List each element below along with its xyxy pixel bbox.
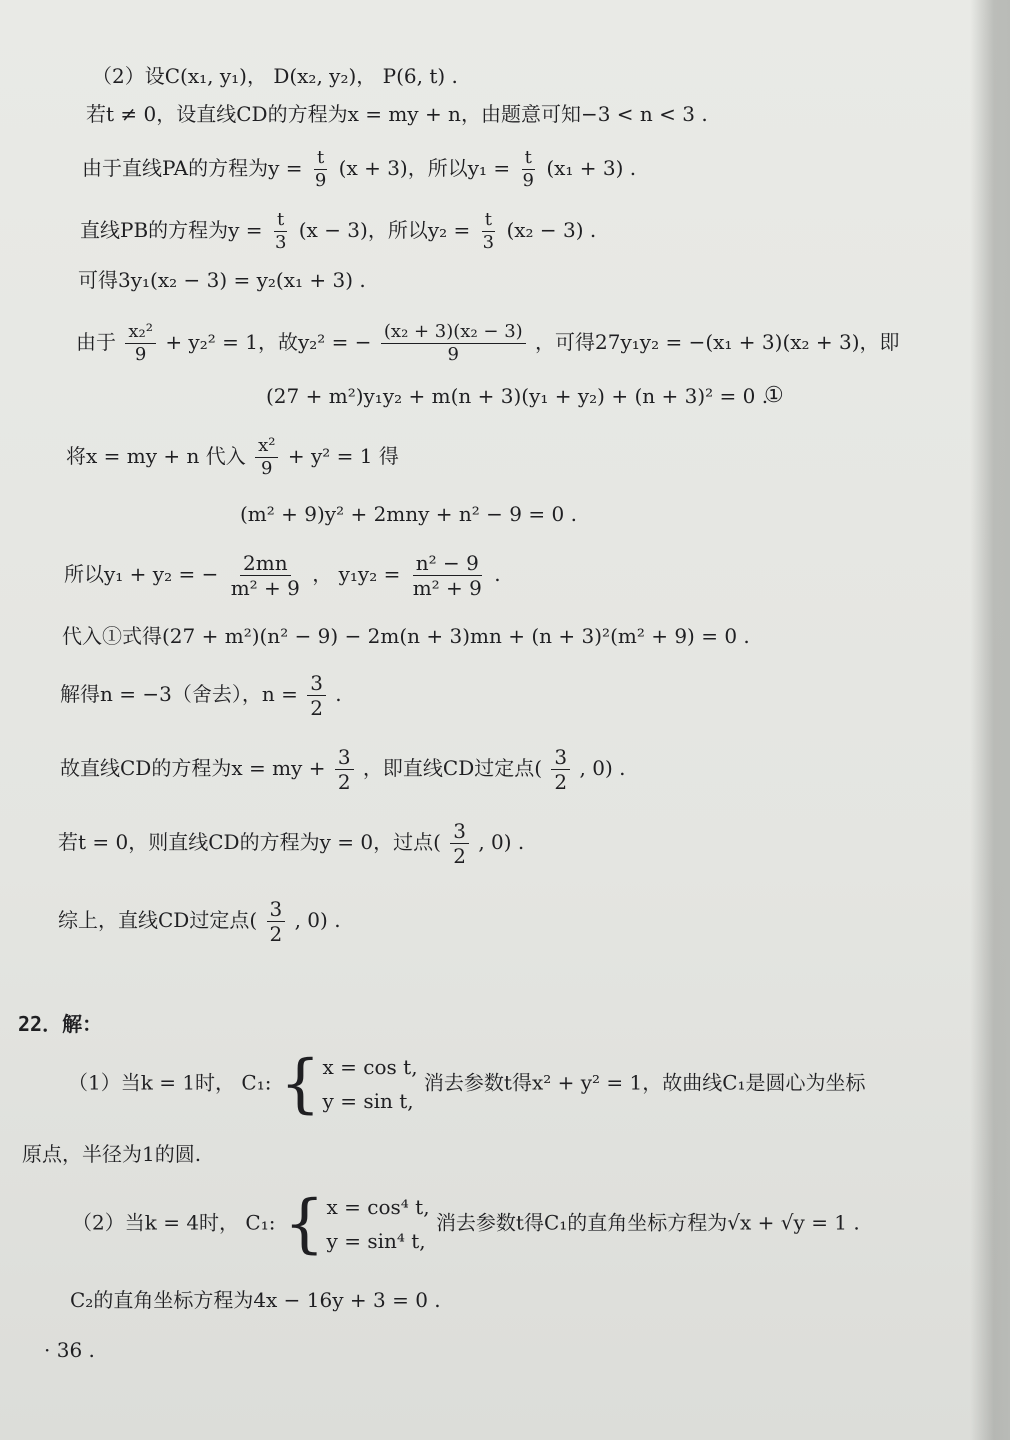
c2-rectangular-equation: C₂的直角坐标方程为4x − 16y + 3 = 0 . <box>70 1288 441 1312</box>
solve-for-n: 解得n = −3（舍去），n = $\frac{3}{2}$ . <box>60 671 342 720</box>
fraction-x2sq-over-9: $\frac{\text{x₂²}}{9}$ <box>125 322 156 365</box>
part1-k-equals-1: （1）当k = 1时， C₁: { x = cos t, y = sin t, 消去参数t得x² + y² = 1，故曲线C₁是圆心为坐标 <box>68 1047 866 1121</box>
fraction-nsq-minus-9: $\frac{\text{n² − 9}}{\text{m² + 9}}$ <box>412 551 482 600</box>
quadratic-in-y: (m² + 9)y² + 2mny + n² − 9 = 0 . <box>240 502 577 526</box>
line-pa-equation: 由于直线PA的方程为y = $\frac{t}{9}$ (x + 3)，所以y₁ = $\frac{t}{9}$ (x₁ + 3) . <box>82 147 637 191</box>
part2-k-equals-4: （2）当k = 4时， C₁: { x = cos⁴ t, y = sin⁴ t, 消去参数t得C₁的直角坐标方程为√x + √y = 1 . <box>72 1187 860 1261</box>
fraction-3-over-2: $\frac{3}{2}$ <box>551 746 570 793</box>
parametric-system-k1: { x = cos t, y = sin t, <box>279 1047 418 1121</box>
line-cd-assumption: 若t ≠ 0，设直线CD的方程为x = my + n，由题意可知−3 < n < 3 . <box>86 102 708 126</box>
equation-marker-1: ① <box>764 383 784 408</box>
fraction-t-over-9: $\frac{t}{9}$ <box>522 147 534 191</box>
fraction-t-over-9: $\frac{t}{9}$ <box>314 147 327 191</box>
fraction-3-over-2: $\frac{3}{2}$ <box>450 820 469 867</box>
parametric-system-k4: { x = cos⁴ t, y = sin⁴ t, <box>283 1187 430 1261</box>
circle-conclusion: 原点，半径为1的圆. <box>22 1142 202 1166</box>
case-t-zero: 若t = 0，则直线CD的方程为y = 0，过点( $\frac{3}{2}$ , 0) . <box>58 819 525 868</box>
fraction-3-over-2: $\frac{3}{2}$ <box>307 672 326 719</box>
line-pb-equation: 直线PB的方程为y = $\frac{t}{3}$ (x − 3)，所以y₂ = $\frac{t}{3}$ (x₂ − 3) . <box>80 209 597 253</box>
fraction-t-over-3: $\frac{t}{3}$ <box>274 209 287 253</box>
problem-22-heading: 22．解： <box>18 1012 103 1036</box>
substitute-into-equation-one: 代入①式得(27 + m²)(n² − 9) − 2m(n + 3)mn + (n + 3)²(m² + 9) = 0 . <box>62 624 750 648</box>
fraction-t-over-3: $\frac{t}{3}$ <box>482 209 495 253</box>
ellipse-substitution: 由于 $\frac{\text{x₂²}}{9}$ + y₂² = 1，故y₂² = − $\frac{\text{(x₂ + 3)(x₂ − 3)}}{9}$ ，可得27y₁y₂ = −(x₁ + 3)(x₂ + 3)，即 <box>76 321 900 365</box>
fraction-3-over-2: $\frac{3}{2}$ <box>267 898 286 945</box>
part2-setup: （2）设C(x₁, y₁)， D(x₂, y₂)， P(6, t) . <box>92 64 458 88</box>
substitute-into-ellipse: 将x = my + n 代入 $\frac{\text{x²}}{9}$ + y² = 1 得 <box>66 435 399 479</box>
equation-one: (27 + m²)y₁y₂ + m(n + 3)(y₁ + y₂) + (n + 3)² = 0 . <box>266 384 769 408</box>
page-number: · 36 . <box>44 1338 95 1362</box>
fraction-product-over-9: $\frac{\text{(x₂ + 3)(x₂ − 3)}}{9}$ <box>381 322 526 365</box>
fraction-2mn: $\frac{2mn}{\text{m² + 9}}$ <box>230 551 300 600</box>
fraction-xsq-over-9: $\frac{\text{x²}}{9}$ <box>255 436 278 479</box>
line-cd-fixed-point: 故直线CD的方程为x = my + $\frac{3}{2}$ ，即直线CD过定点( $\frac{3}{2}$ , 0) . <box>60 745 626 794</box>
fraction-3-over-2: $\frac{3}{2}$ <box>335 746 354 793</box>
page-edge-shadow <box>970 0 1010 1440</box>
derived-relation: 可得3y₁(x₂ − 3) = y₂(x₁ + 3) . <box>78 268 366 292</box>
conclusion: 综上，直线CD过定点( $\frac{3}{2}$ , 0) . <box>58 897 341 946</box>
vieta-relations: 所以y₁ + y₂ = − $\frac{2mn}{\text{m² + 9}}$ ， y₁y₂ = $\frac{\text{n² − 9}}{\text{m² + 9}}$ . <box>64 551 501 600</box>
